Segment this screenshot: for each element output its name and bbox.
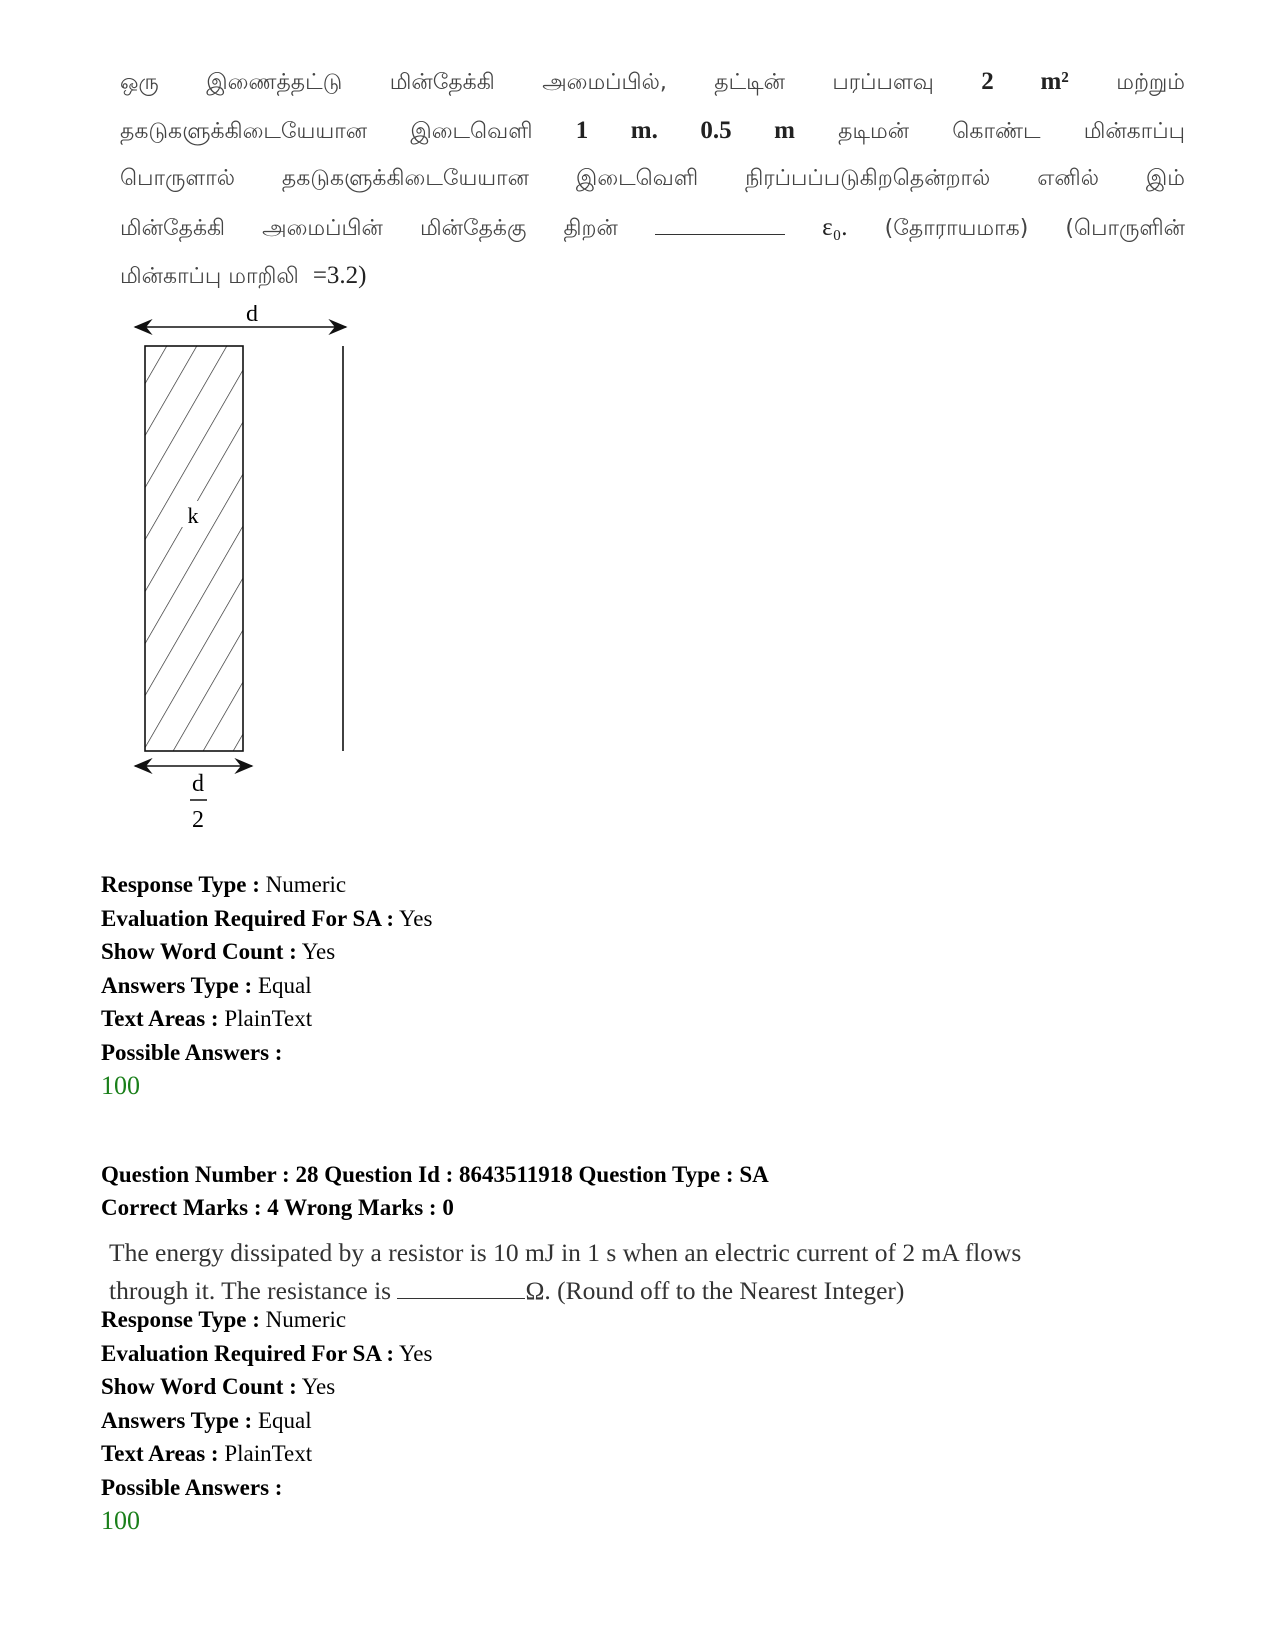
q28-line-1: The energy dissipated by a resistor is 10 mJ in 1 s when an electric current of 2 mA flows bbox=[109, 1238, 1022, 1267]
meta-key: Answers Type : bbox=[101, 1407, 253, 1433]
meta-row bbox=[101, 1471, 432, 1505]
q27-line-3-text: பொருளால் தகடுகளுக்கிடையேயான இடைவெளி நிரப்பப்படுகிறதென்றால் எனில் இம் bbox=[120, 166, 1185, 191]
q27-line-1 bbox=[120, 58, 1185, 107]
q28-answer: 100 bbox=[101, 1506, 140, 1535]
q28-header bbox=[101, 1158, 769, 1224]
meta-key: Text Areas : bbox=[101, 1441, 219, 1466]
meta-value: Yes bbox=[301, 1374, 336, 1399]
question-27-text bbox=[120, 58, 1185, 301]
q27-line-4 bbox=[120, 204, 1185, 253]
meta-row bbox=[101, 935, 432, 969]
q27-line-1-end: மற்றும் bbox=[1116, 70, 1185, 95]
q28-header-line-1: Question Number : 28 Question Id : 8643511918 Question Type : SA bbox=[101, 1162, 769, 1187]
q27-line-2-value: 1 m. 0.5 m bbox=[575, 116, 795, 144]
meta-key: Possible Answers : bbox=[101, 1039, 283, 1065]
meta-value: PlainText bbox=[224, 1441, 313, 1466]
meta-value: PlainText bbox=[224, 1006, 313, 1031]
meta-key: Show Word Count : bbox=[101, 939, 297, 964]
meta-value: Yes bbox=[399, 905, 433, 931]
q27-unit: ε₀. bbox=[822, 213, 848, 241]
meta-row bbox=[101, 1437, 432, 1471]
q27-line-4-end: (தோராயமாக) (பொருளின் bbox=[884, 215, 1185, 241]
q27-line-2-text: தகடுகளுக்கிடையேயான இடைவெளி bbox=[120, 118, 533, 144]
meta-row bbox=[101, 1370, 432, 1404]
slab-label: k bbox=[187, 503, 199, 528]
q27-line-2 bbox=[120, 107, 1185, 156]
meta-key: Text Areas : bbox=[101, 1006, 219, 1031]
q27-answer: 100 bbox=[101, 1071, 140, 1100]
capacitor-diagram bbox=[130, 305, 370, 840]
q27-line-1-text: ஒரு இணைத்தட்டு மின்தேக்கி அமைப்பில், தட்டின் பரப்பளவு bbox=[120, 70, 934, 95]
q28-header-line-2: Correct Marks : 4 Wrong Marks : 0 bbox=[101, 1195, 454, 1220]
dielectric-slab bbox=[145, 346, 243, 751]
meta-key: Show Word Count : bbox=[101, 1374, 297, 1399]
q27-line-1-value: 2 m² bbox=[981, 68, 1069, 95]
meta-row bbox=[101, 1404, 432, 1438]
q27-line-2-end: தடிமன் கொண்ட மின்காப்பு bbox=[838, 118, 1185, 144]
q27-line-5-value: =3.2) bbox=[312, 262, 367, 289]
meta-key: Response Type : bbox=[101, 1307, 260, 1332]
meta-row bbox=[101, 1002, 432, 1036]
bottom-fraction-numerator: d bbox=[192, 771, 204, 797]
meta-row bbox=[101, 969, 432, 1003]
bottom-fraction-denominator: 2 bbox=[192, 807, 204, 833]
meta-key: Answers Type : bbox=[101, 972, 253, 998]
answer-blank bbox=[397, 1280, 525, 1299]
q28-metadata bbox=[101, 1303, 432, 1540]
meta-key: Evaluation Required For SA : bbox=[101, 1340, 395, 1366]
meta-row bbox=[101, 1337, 432, 1371]
question-28-text bbox=[109, 1234, 1175, 1310]
q27-line-5 bbox=[120, 252, 1185, 301]
capacitor-figure bbox=[130, 305, 370, 845]
meta-value: Numeric bbox=[265, 872, 347, 897]
meta-value: Numeric bbox=[265, 1307, 347, 1332]
q28-line-2-end: Ω. (Round off to the Nearest Integer) bbox=[525, 1276, 905, 1305]
q27-metadata bbox=[101, 868, 432, 1105]
meta-row bbox=[101, 1303, 432, 1337]
answer-blank bbox=[655, 214, 785, 235]
meta-key: Response Type : bbox=[101, 872, 260, 897]
q27-line-5-text: மின்காப்பு மாறிலி bbox=[120, 264, 299, 289]
top-dimension-label: d bbox=[246, 305, 258, 327]
meta-value: Yes bbox=[399, 1340, 433, 1366]
meta-row bbox=[101, 902, 432, 936]
meta-value: Equal bbox=[257, 1407, 312, 1433]
meta-key: Possible Answers : bbox=[101, 1474, 283, 1500]
meta-row bbox=[101, 1036, 432, 1070]
meta-value: Equal bbox=[257, 972, 312, 998]
meta-key: Evaluation Required For SA : bbox=[101, 905, 395, 931]
q27-line-3 bbox=[120, 155, 1185, 204]
q27-line-4-text: மின்தேக்கி அமைப்பின் மின்தேக்கு திறன் bbox=[120, 215, 618, 241]
meta-row bbox=[101, 868, 432, 902]
q28-line-2-text: through it. The resistance is bbox=[109, 1276, 392, 1305]
meta-value: Yes bbox=[301, 939, 336, 964]
